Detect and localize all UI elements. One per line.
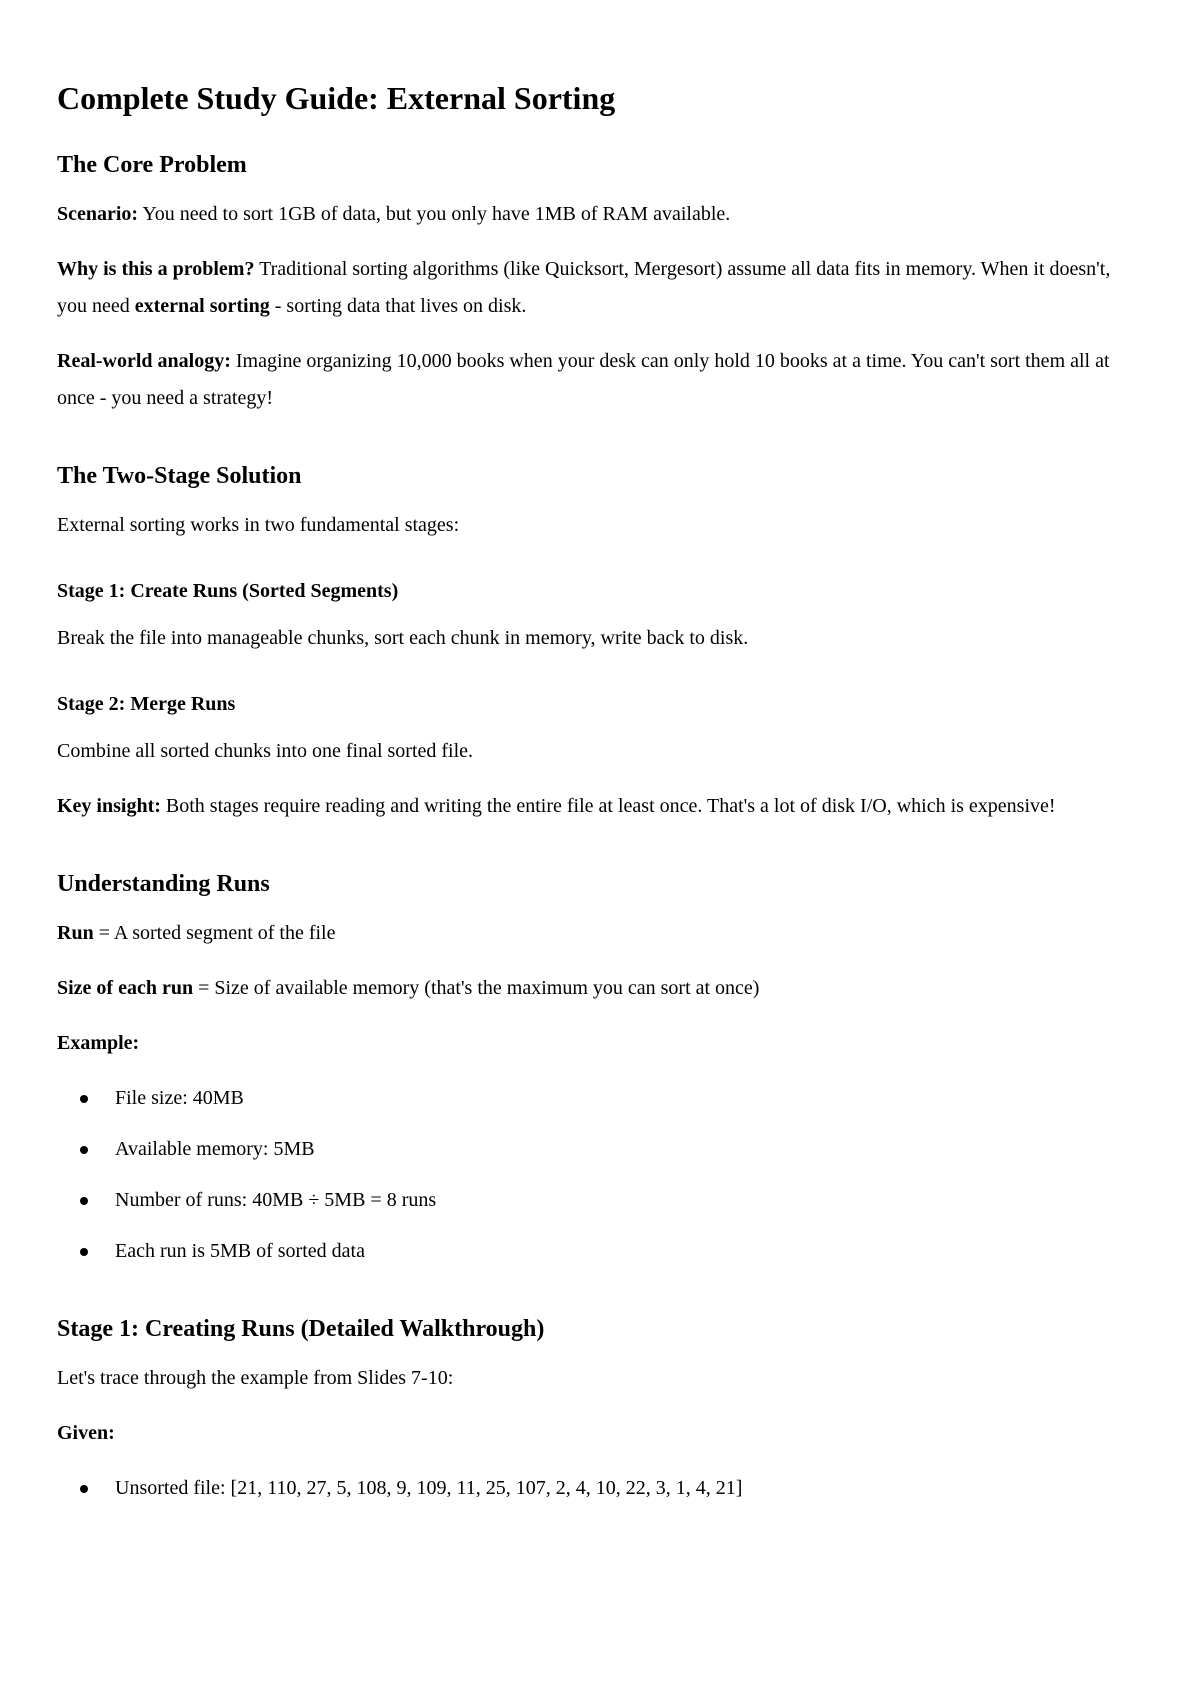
scenario-label: Scenario: — [57, 203, 139, 225]
section-walkthrough — [57, 1314, 1143, 1507]
heading-two-stage: The Two-Stage Solution — [57, 463, 302, 489]
list-item: File size: 40MB — [115, 1080, 1143, 1117]
section-core-problem — [57, 150, 1143, 417]
heading-stage1: Stage 1: Create Runs (Sorted Segments) — [57, 580, 399, 602]
example-list — [57, 1080, 1143, 1270]
given-label: Given: — [57, 1422, 115, 1444]
heading-core-problem: The Core Problem — [57, 152, 247, 178]
insight-paragraph — [57, 788, 1143, 825]
list-item: Available memory: 5MB — [115, 1131, 1143, 1168]
two-stage-intro: External sorting works in two fundamental stages: — [57, 514, 460, 536]
why-label: Why is this a problem? — [57, 258, 255, 280]
example-paragraph — [57, 1025, 1143, 1062]
insight-label: Key insight: — [57, 795, 161, 817]
list-item: Each run is 5MB of sorted data — [115, 1233, 1143, 1270]
stage1-text: Break the file into manageable chunks, sort each chunk in memory, write back to disk. — [57, 627, 749, 649]
run-size-label: Size of each run — [57, 977, 194, 999]
run-size-definition — [57, 970, 1143, 1007]
insight-text: Both stages require reading and writing the entire file at least once. That's a lot of disk I/O, which is expensive! — [160, 795, 1056, 817]
run-label: Run — [57, 922, 94, 944]
given-paragraph — [57, 1415, 1143, 1452]
heading-runs: Understanding Runs — [57, 871, 270, 897]
run-size-text: = Size of available memory (that's the maximum you can sort at once) — [193, 977, 760, 999]
analogy-label: Real-world analogy: — [57, 350, 231, 372]
run-definition — [57, 915, 1143, 952]
why-text-1: Traditional sorting algorithms (like Quicksort, Mergesort) assume all data fits in memory. When it doesn't, you need — [57, 258, 1111, 317]
analogy-paragraph — [57, 343, 1143, 417]
walkthrough-intro: Let's trace through the example from Slides 7-10: — [57, 1367, 454, 1389]
scenario-text: You need to sort 1GB of data, but you only have 1MB of RAM available. — [138, 203, 731, 225]
example-label: Example: — [57, 1032, 140, 1054]
run-text: = A sorted segment of the file — [93, 922, 336, 944]
why-bold: external sorting — [134, 295, 270, 317]
stage2-text: Combine all sorted chunks into one final sorted file. — [57, 740, 474, 762]
analogy-text: Imagine organizing 10,000 books when your desk can only hold 10 books at a time. You can't sort them all at once - you need a strategy! — [57, 350, 1110, 409]
why-paragraph — [57, 251, 1143, 325]
page-title: Complete Study Guide: External Sorting — [57, 80, 616, 116]
scenario-paragraph — [57, 196, 1143, 233]
list-item: Number of runs: 40MB ÷ 5MB = 8 runs — [115, 1182, 1143, 1219]
section-two-stage — [57, 461, 1143, 825]
heading-stage2: Stage 2: Merge Runs — [57, 693, 236, 715]
why-text-2: - sorting data that lives on disk. — [269, 295, 527, 317]
section-runs — [57, 869, 1143, 1270]
heading-walkthrough: Stage 1: Creating Runs (Detailed Walkthrough) — [57, 1316, 545, 1342]
list-item: Unsorted file: [21, 110, 27, 5, 108, 9, 109, 11, 25, 107, 2, 4, 10, 22, 3, 1, 4, 21] — [115, 1470, 1143, 1507]
given-list — [57, 1470, 1143, 1507]
